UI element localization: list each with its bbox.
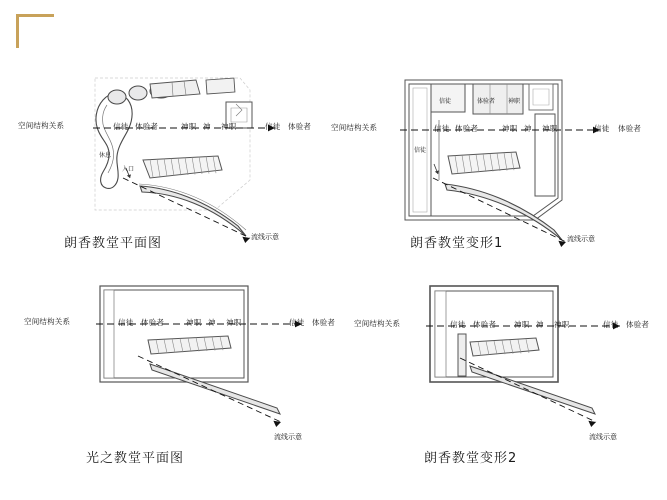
panel-ronchamp-variant-2 — [330, 272, 667, 442]
panel-ronchamp-variant-1 — [330, 60, 667, 250]
panel3-seq-3: 神 — [208, 318, 216, 327]
panel1-left-label: 空间结构关系 — [18, 121, 65, 130]
panel3-seq-0: 信徒 — [118, 318, 134, 327]
panel2-left-label: 空间结构关系 — [331, 123, 378, 132]
panel3-seq-4: 神职 — [226, 318, 242, 327]
church-of-light-drawing — [0, 272, 330, 442]
panel1-seq-4: 神职 — [221, 122, 237, 131]
panel1-caption: 朗香教堂平面图 — [64, 236, 163, 251]
panel3-left-label: 空间结构关系 — [24, 317, 71, 326]
panel2-seq-1: 体验者 — [455, 124, 479, 133]
panel3-caption: 光之教堂平面图 — [86, 451, 185, 466]
panel2-seq-0: 信徒 — [434, 124, 450, 133]
panel2-inner-label-1: 体验者 — [477, 98, 496, 105]
panel2-seq-6: 体验者 — [618, 124, 642, 133]
panel4-left-label: 空间结构关系 — [354, 319, 401, 328]
panel-church-of-light-plan — [0, 272, 336, 442]
panel2-inner-label-0: 信徒 — [439, 98, 452, 105]
panel1-seq-0: 信徒 — [113, 122, 129, 131]
panel3-flow-label: 流线示意 — [274, 433, 302, 441]
panel1-seq-6: 体验者 — [288, 122, 312, 131]
ronchamp-plan-drawing — [0, 60, 330, 250]
panel4-seq-0: 信徒 — [450, 320, 466, 329]
panel4-caption: 朗香教堂变形2 — [424, 451, 518, 466]
panel4-seq-5: 信徒 — [603, 320, 619, 329]
panel4-flow-label: 流线示意 — [589, 433, 617, 441]
panel3-seq-6: 体验者 — [312, 318, 336, 327]
accent-bar-horizontal — [16, 14, 54, 17]
panel2-seq-2: 神职 — [502, 124, 518, 133]
panel3-seq-5: 信徒 — [289, 318, 305, 327]
ronchamp-variant-2-drawing — [330, 272, 667, 442]
panel3-seq-1: 体验者 — [141, 318, 165, 327]
panel-ronchamp-plan — [0, 60, 330, 250]
panel2-seq-4: 神职 — [542, 124, 558, 133]
panel4-seq-2: 神职 — [514, 320, 530, 329]
ronchamp-variant-1-drawing — [330, 60, 667, 250]
panel4-seq-4: 神职 — [554, 320, 570, 329]
panel3-seq-2: 神职 — [186, 318, 202, 327]
panel4-seq-6: 体验者 — [626, 320, 650, 329]
panel1-seq-3: 神 — [203, 122, 211, 131]
panel4-seq-1: 体验者 — [473, 320, 497, 329]
panel2-seq-5: 信徒 — [594, 124, 610, 133]
panel1-seq-1: 体验者 — [135, 122, 159, 131]
panel2-inner-label-2: 神职 — [508, 98, 521, 105]
panel2-flow-label: 流线示意 — [567, 235, 595, 243]
panel1-seq-5: 信徒 — [265, 122, 281, 131]
panel4-seq-3: 神 — [536, 320, 544, 329]
panel1-flow-label: 流线示意 — [251, 233, 279, 241]
panel1-seq-2: 神职 — [181, 122, 197, 131]
accent-bar-vertical — [16, 14, 19, 48]
panel2-inner-label-3: 信徒 — [414, 147, 427, 154]
panel1-inner-label-0: 休息 — [99, 152, 112, 159]
panel1-inner-label-1: 入口 — [122, 166, 135, 173]
panel2-seq-3: 神 — [524, 124, 532, 133]
panel2-caption: 朗香教堂变形1 — [410, 236, 504, 251]
